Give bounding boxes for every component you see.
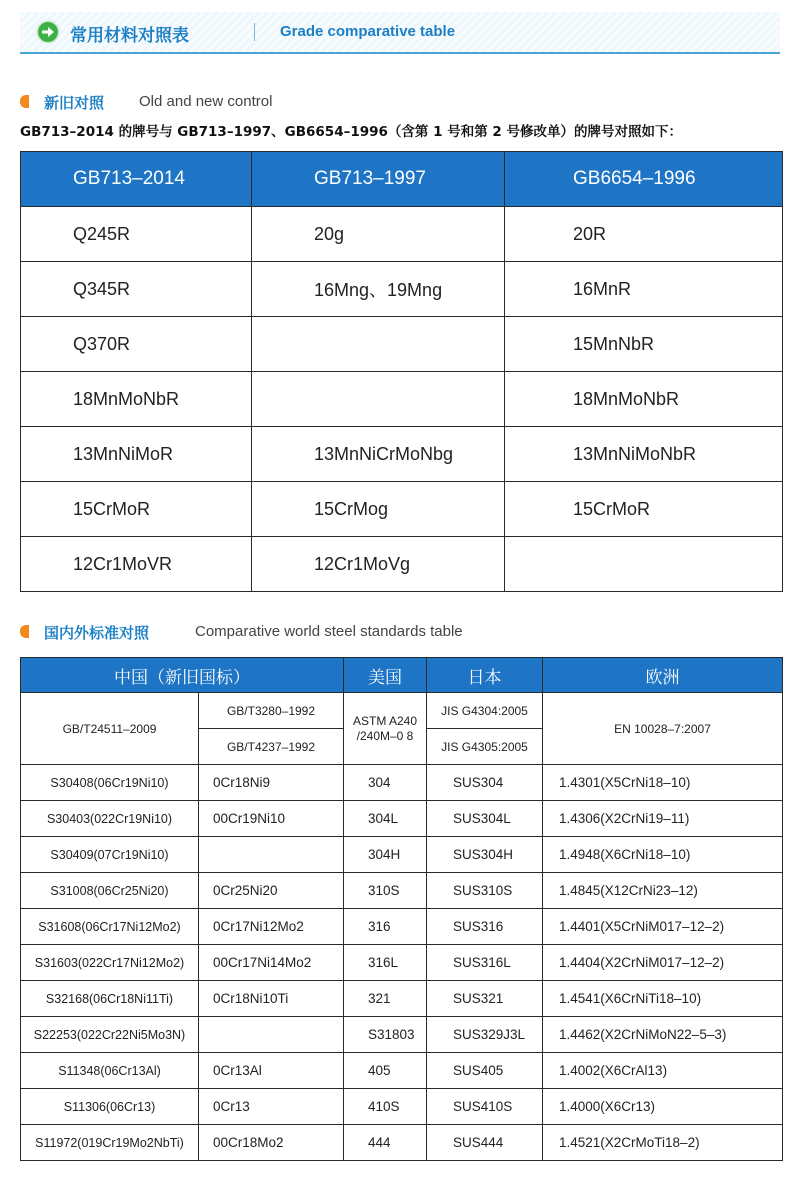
table-row — [21, 482, 783, 537]
grade-gb-old: 0Cr18Ni10Ti — [199, 981, 344, 1017]
table-cell — [505, 537, 783, 592]
table-row — [21, 1125, 783, 1161]
column-header: GB713–2014 — [21, 152, 252, 207]
table-cell: 13MnNiMoNbR — [505, 427, 783, 482]
grade-astm: 444 — [344, 1125, 427, 1161]
standard-jis-1: JIS G4304:2005 — [427, 693, 543, 729]
grade-jis: SUS444 — [427, 1125, 543, 1161]
table-cell: 15CrMog — [252, 482, 505, 537]
column-header-japan: 日本 — [427, 658, 543, 693]
table-cell: 20R — [505, 207, 783, 262]
header-banner — [20, 12, 780, 54]
table-cell: 12Cr1MoVR — [21, 537, 252, 592]
standard-astm-line2: /240M–0 8 — [356, 728, 414, 743]
section1-intro: GB713–2014 的牌号与 GB713–1997、GB6654–1996（含第 1 号和第 2 号修改单）的牌号对照如下： — [20, 124, 683, 140]
standard-gb-old-1: GB/T3280–1992 — [199, 693, 344, 729]
grade-gb-new: S31603(022Cr17Ni12Mo2) — [21, 945, 199, 981]
grade-gb-new: S11306(06Cr13) — [21, 1089, 199, 1125]
column-header-china: 中国（新旧国标） — [21, 658, 344, 693]
table-row — [21, 372, 783, 427]
grade-astm: 304L — [344, 801, 427, 837]
table-row — [21, 909, 783, 945]
table-row — [21, 765, 783, 801]
grade-astm: S31803 — [344, 1017, 427, 1053]
table-cell: 13MnNiCrMoNbg — [252, 427, 505, 482]
grade-gb-new: S30403(022Cr19Ni10) — [21, 801, 199, 837]
grade-en: 1.4401(X5CrNiM017–12–2) — [543, 909, 783, 945]
section-bullet-icon — [20, 625, 29, 638]
column-header-europe: 欧洲 — [543, 658, 783, 693]
table-row — [21, 981, 783, 1017]
grade-gb-old: 0Cr13 — [199, 1089, 344, 1125]
section1-heading — [20, 92, 420, 112]
table-cell: Q370R — [21, 317, 252, 372]
grade-gb-new: S30408(06Cr19Ni10) — [21, 765, 199, 801]
table-cell — [252, 372, 505, 427]
section-bullet-icon — [20, 95, 29, 108]
grade-gb-new: S31008(06Cr25Ni20) — [21, 873, 199, 909]
section2-title-en: Comparative world steel standards table — [195, 623, 463, 640]
banner-title-en: Grade comparative table — [280, 23, 456, 40]
grade-en: 1.4301(X5CrNi18–10) — [543, 765, 783, 801]
grade-astm: 321 — [344, 981, 427, 1017]
section2-heading — [20, 622, 540, 642]
table-row — [21, 1089, 783, 1125]
old-new-grade-table — [20, 151, 783, 592]
grade-jis: SUS329J3L — [427, 1017, 543, 1053]
table-cell: 20g — [252, 207, 505, 262]
grade-jis: SUS304L — [427, 801, 543, 837]
standard-jis-2: JIS G4305:2005 — [427, 729, 543, 765]
grade-astm: 410S — [344, 1089, 427, 1125]
grade-gb-old — [199, 1017, 344, 1053]
grade-jis: SUS310S — [427, 873, 543, 909]
grade-gb-old: 00Cr19Ni10 — [199, 801, 344, 837]
table-header-row — [21, 152, 783, 207]
table-row — [21, 837, 783, 873]
banner-title-cn: 常用材料对照表 — [70, 26, 189, 46]
grade-astm: 304H — [344, 837, 427, 873]
banner-divider — [254, 23, 255, 41]
table-header-row — [21, 658, 783, 693]
grade-gb-old: 00Cr17Ni14Mo2 — [199, 945, 344, 981]
standards-row — [21, 693, 783, 729]
grade-jis: SUS410S — [427, 1089, 543, 1125]
table-cell: 18MnMoNbR — [505, 372, 783, 427]
column-header: GB6654–1996 — [505, 152, 783, 207]
standard-en: EN 10028–7:2007 — [543, 693, 783, 765]
table-row — [21, 873, 783, 909]
table-cell: 16Mng、19Mng — [252, 262, 505, 317]
grade-astm: 316L — [344, 945, 427, 981]
grade-gb-old: 0Cr13Al — [199, 1053, 344, 1089]
world-standards-table — [20, 657, 783, 1161]
grade-en: 1.4845(X12CrNi23–12) — [543, 873, 783, 909]
grade-astm: 316 — [344, 909, 427, 945]
column-header-usa: 美国 — [344, 658, 427, 693]
table-cell — [252, 317, 505, 372]
grade-en: 1.4521(X2CrMoTi18–2) — [543, 1125, 783, 1161]
grade-en: 1.4306(X2CrNi19–11) — [543, 801, 783, 837]
table-row — [21, 945, 783, 981]
table-cell: 16MnR — [505, 262, 783, 317]
table-row — [21, 262, 783, 317]
grade-en: 1.4462(X2CrNiMoN22–5–3) — [543, 1017, 783, 1053]
table-row — [21, 427, 783, 482]
table-row — [21, 207, 783, 262]
standard-gb-old-2: GB/T4237–1992 — [199, 729, 344, 765]
table-cell: 15CrMoR — [21, 482, 252, 537]
grade-en: 1.4002(X6CrAl13) — [543, 1053, 783, 1089]
grade-jis: SUS405 — [427, 1053, 543, 1089]
section2-title-cn: 国内外标准对照 — [44, 624, 150, 642]
grade-gb-new: S32168(06Cr18Ni11Ti) — [21, 981, 199, 1017]
grade-gb-old — [199, 837, 344, 873]
grade-gb-new: S22253(022Cr22Ni5Mo3N) — [21, 1017, 199, 1053]
table-row — [21, 537, 783, 592]
section1-title-cn: 新旧对照 — [44, 94, 105, 112]
table-cell: 13MnNiMoR — [21, 427, 252, 482]
column-header: GB713–1997 — [252, 152, 505, 207]
table-cell: Q245R — [21, 207, 252, 262]
grade-astm: 304 — [344, 765, 427, 801]
grade-gb-old: 0Cr17Ni12Mo2 — [199, 909, 344, 945]
grade-gb-new: S11972(019Cr19Mo2NbTi) — [21, 1125, 199, 1161]
grade-jis: SUS304 — [427, 765, 543, 801]
section1-title-en: Old and new control — [139, 93, 273, 110]
grade-gb-new: S11348(06Cr13Al) — [21, 1053, 199, 1089]
table-row — [21, 801, 783, 837]
grade-en: 1.4541(X6CrNiTi18–10) — [543, 981, 783, 1017]
table-row — [21, 1017, 783, 1053]
grade-gb-new: S30409(07Cr19Ni10) — [21, 837, 199, 873]
grade-gb-old: 0Cr25Ni20 — [199, 873, 344, 909]
grade-en: 1.4000(X6Cr13) — [543, 1089, 783, 1125]
table-cell: 12Cr1MoVg — [252, 537, 505, 592]
grade-en: 1.4948(X6CrNi18–10) — [543, 837, 783, 873]
grade-gb-old: 00Cr18Mo2 — [199, 1125, 344, 1161]
table-row — [21, 1053, 783, 1089]
standard-astm — [344, 693, 427, 765]
grade-en: 1.4404(X2CrNiM017–12–2) — [543, 945, 783, 981]
grade-astm: 405 — [344, 1053, 427, 1089]
grade-jis: SUS304H — [427, 837, 543, 873]
standard-gb-new: GB/T24511–2009 — [21, 693, 199, 765]
grade-jis: SUS321 — [427, 981, 543, 1017]
table-row — [21, 317, 783, 372]
grade-jis: SUS316 — [427, 909, 543, 945]
table-cell: Q345R — [21, 262, 252, 317]
grade-astm: 310S — [344, 873, 427, 909]
grade-gb-new: S31608(06Cr17Ni12Mo2) — [21, 909, 199, 945]
arrow-right-icon — [36, 20, 60, 44]
standards-table-body — [21, 765, 783, 1161]
table-cell: 18MnMoNbR — [21, 372, 252, 427]
table-cell: 15MnNbR — [505, 317, 783, 372]
table-cell: 15CrMoR — [505, 482, 783, 537]
grade-gb-old: 0Cr18Ni9 — [199, 765, 344, 801]
standard-astm-line1: ASTM A240 — [352, 713, 418, 728]
grade-jis: SUS316L — [427, 945, 543, 981]
